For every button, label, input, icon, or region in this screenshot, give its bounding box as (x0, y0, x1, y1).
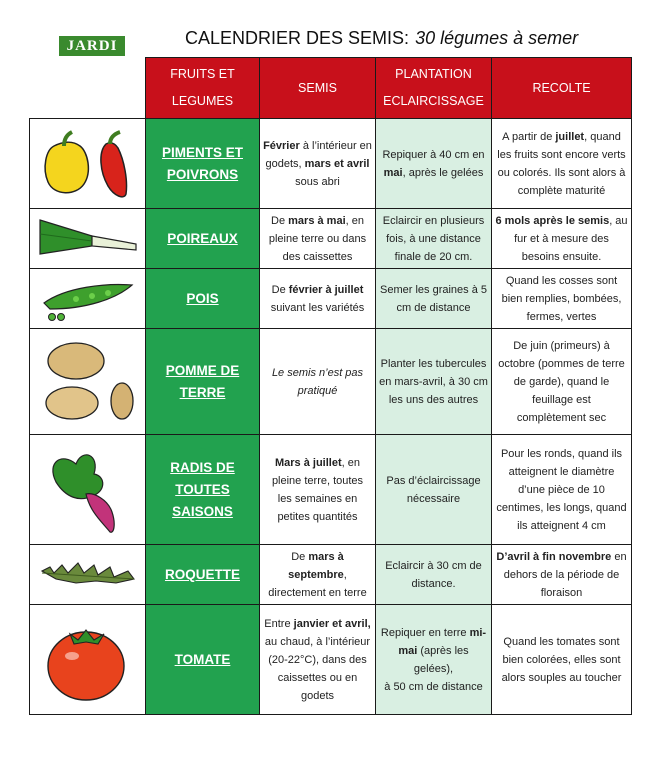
vegetable-name: POIS (146, 269, 260, 329)
recolte-cell: D’avril à fin novembre en dehors de la période de floraison (492, 545, 632, 605)
semis-cell: De février à juillet suivant les variétés (260, 269, 376, 329)
vegetable-name: POMME DE TERRE (146, 329, 260, 435)
plantation-cell: Eclaircir à 30 cm de distance. (376, 545, 492, 605)
vegetable-image-cell (30, 269, 146, 329)
logo-brand: JARDI (59, 36, 125, 56)
recolte-cell: 6 mols après le semis, au fur et à mesure des besoins ensuite. (492, 209, 632, 269)
plantation-cell: Semer les graines à 5 cm de distance (376, 269, 492, 329)
semis-cell: Le semis n’est pas pratiqué (260, 329, 376, 435)
pepper-icon (33, 124, 142, 204)
semis-cell: Entre janvier et avril, au chaud, à l’intérieur (20-22°C), dans des caissettes ou en godets (260, 605, 376, 715)
vegetable-name: PIMENTS ET POIVRONS (146, 119, 260, 209)
page-title (185, 28, 578, 49)
vegetable-image-cell (30, 435, 146, 545)
plantation-cell: Repiquer en terre mi- mai (après les gelées), à 50 cm de distance (376, 605, 492, 715)
header-row (30, 58, 632, 119)
recolte-cell: Quand les cosses sont bien remplies, bombées, fermes, vertes (492, 269, 632, 329)
vegetable-image-cell (30, 545, 146, 605)
vegetable-image-cell (30, 119, 146, 209)
potato-icon (33, 337, 142, 427)
vegetable-name: ROQUETTE (146, 545, 260, 605)
table-row (30, 329, 632, 435)
semis-cell: Février à l’intérieur en godets, mars et avril sous abri (260, 119, 376, 209)
recolte-cell: Quand les tomates sont bien colorées, elles sont alors souples au toucher (492, 605, 632, 715)
header-plantation: PLANTATION ECLAIRCISSAGE (376, 58, 492, 119)
table-row (30, 269, 632, 329)
vegetable-name: TOMATE (146, 605, 260, 715)
vegetable-image-cell (30, 329, 146, 435)
semis-cell: De mars à mai, en pleine terre ou dans des caissettes (260, 209, 376, 269)
table-row (30, 119, 632, 209)
plantation-cell: Planter les tubercules en mars-avril, à 30 cm les uns des autres (376, 329, 492, 435)
table-row (30, 209, 632, 269)
header-semis: SEMIS (260, 58, 376, 119)
pea-icon (33, 277, 142, 321)
semis-cell: Mars à juillet, en pleine terre, toutes les semaines en petites quantités (260, 435, 376, 545)
vegetable-image-cell (30, 209, 146, 269)
header-blank-cell (30, 58, 146, 119)
recolte-cell: A partir de juillet, quand les fruits sont encore verts ou colorés. Ils sont alors à complète maturité (492, 119, 632, 209)
header-fruits-legumes: FRUITS ET LEGUMES (146, 58, 260, 119)
recolte-cell: Pour les ronds, quand ils atteignent le diamètre d’une pièce de 10 centimes, les longs, quand ils atteignent 4 cm (492, 435, 632, 545)
plantation-cell: Eclaircir en plusieurs fois, à une distance finale de 20 cm. (376, 209, 492, 269)
arugula-icon (33, 555, 142, 595)
semis-cell: De mars à septembre, directement en terre (260, 545, 376, 605)
plantation-cell: Repiquer à 40 cm en mai, après le gelées (376, 119, 492, 209)
leek-icon (33, 214, 142, 264)
title-sub: 30 légumes à semer (415, 28, 579, 48)
plantation-cell: Pas d’éclaircissage nécessaire (376, 435, 492, 545)
table-row (30, 545, 632, 605)
tomato-icon (33, 612, 142, 708)
vegetable-image-cell (30, 605, 146, 715)
header-recolte: RECOLTE (492, 58, 632, 119)
title-main: CALENDRIER DES SEMIS: (185, 28, 410, 48)
sowing-calendar-table (29, 57, 632, 715)
recolte-cell: De juin (primeurs) à octobre (pommes de terre de garde), quand le feuillage est complètement sec (492, 329, 632, 435)
table-row (30, 435, 632, 545)
vegetable-name: RADIS DE TOUTES SAISONS (146, 435, 260, 545)
table-row (30, 605, 632, 715)
vegetable-name: POIREAUX (146, 209, 260, 269)
radish-icon (33, 442, 142, 538)
